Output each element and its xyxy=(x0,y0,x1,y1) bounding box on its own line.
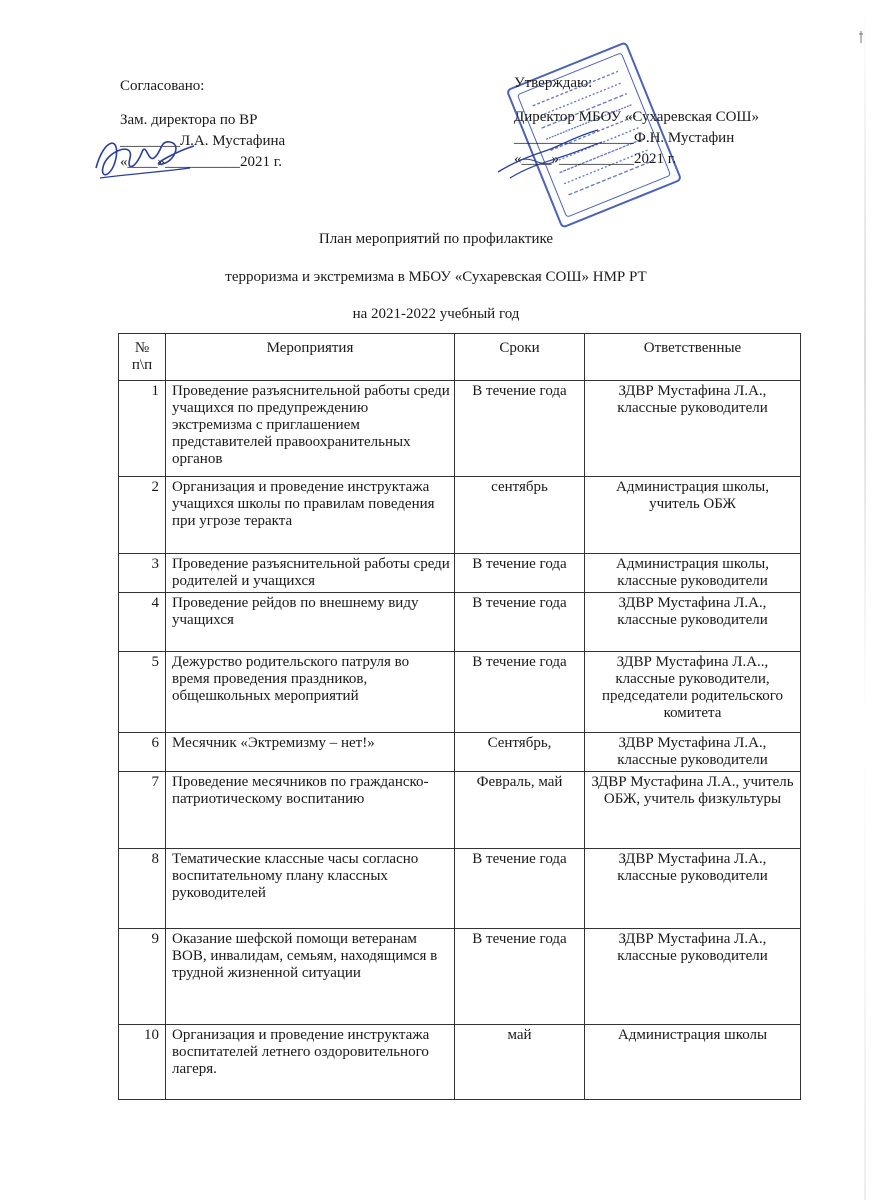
row-term: В течение года xyxy=(455,381,585,477)
table-row xyxy=(119,593,801,652)
row-event: Месячник «Эктремизму – нет!» xyxy=(166,733,455,772)
header-number: № п\п xyxy=(119,334,166,381)
row-number: 6 xyxy=(119,733,166,772)
row-responsible: ЗДВР Мустафина Л.А.., классные руководители, председатели родительского комитета xyxy=(585,652,801,733)
table-row xyxy=(119,652,801,733)
row-responsible: ЗДВР Мустафина Л.А., классные руководители xyxy=(585,593,801,652)
row-event: Организация и проведение инструктажа воспитателей летнего оздоровительного лагеря. xyxy=(166,1025,455,1100)
agreed-heading: Согласовано: xyxy=(120,78,205,94)
row-term: сентябрь xyxy=(455,477,585,554)
row-term: В течение года xyxy=(455,593,585,652)
scan-artifact-icon xyxy=(858,30,864,44)
scan-edge xyxy=(864,0,866,1200)
row-term: В течение года xyxy=(455,652,585,733)
row-number: 8 xyxy=(119,849,166,929)
header-responsible: Ответственные xyxy=(585,334,801,381)
row-number: 9 xyxy=(119,929,166,1025)
table-row xyxy=(119,1025,801,1100)
row-term: Февраль, май xyxy=(455,772,585,849)
row-responsible: Администрация школы xyxy=(585,1025,801,1100)
row-responsible: Администрация школы, учитель ОБЖ xyxy=(585,477,801,554)
approved-heading: Утверждаю: xyxy=(514,75,593,91)
row-number: 2 xyxy=(119,477,166,554)
row-term: В течение года xyxy=(455,929,585,1025)
row-number: 5 xyxy=(119,652,166,733)
row-event: Тематические классные часы согласно воспитательному плану классных руководителей xyxy=(166,849,455,929)
row-number: 3 xyxy=(119,554,166,593)
agreed-date-line: «____»__________2021 г. xyxy=(120,154,282,170)
row-event: Проведение разъяснительной работы среди учащихся по предупреждению экстремизма с приглашением представителей правоохранительных органов xyxy=(166,381,455,477)
table-row xyxy=(119,381,801,477)
header-events: Мероприятия xyxy=(166,334,455,381)
plan-title-line-3: на 2021-2022 учебный год xyxy=(352,306,520,322)
row-term: В течение года xyxy=(455,554,585,593)
header-term: Сроки xyxy=(455,334,585,381)
row-event: Оказание шефской помощи ветеранам ВОВ, инвалидам, семьям, находящимся в трудной жизненной ситуации xyxy=(166,929,455,1025)
table-row xyxy=(119,772,801,849)
row-number: 1 xyxy=(119,381,166,477)
row-responsible: ЗДВР Мустафина Л.А., классные руководители xyxy=(585,381,801,477)
row-responsible: Администрация школы, классные руководители xyxy=(585,554,801,593)
table-row xyxy=(119,733,801,772)
row-responsible: ЗДВР Мустафина Л.А., классные руководители xyxy=(585,733,801,772)
table-row xyxy=(119,477,801,554)
approved-position: Директор МБОУ «Сухаревская СОШ» xyxy=(514,109,760,125)
row-term: В течение года xyxy=(455,849,585,929)
row-term: Сентябрь, xyxy=(455,733,585,772)
approved-date-line: «____»__________2021 г. xyxy=(514,151,676,167)
table-header-row xyxy=(119,334,801,381)
signature-left-icon xyxy=(90,128,200,190)
table-row xyxy=(119,929,801,1025)
row-number: 7 xyxy=(119,772,166,849)
row-event: Проведение рейдов по внешнему виду учащихся xyxy=(166,593,455,652)
row-term: май xyxy=(455,1025,585,1100)
row-number: 10 xyxy=(119,1025,166,1100)
table-row xyxy=(119,849,801,929)
row-event: Проведение месячников по гражданско-патриотическому воспитанию xyxy=(166,772,455,849)
events-table xyxy=(118,333,801,1100)
row-event: Дежурство родительского патруля во время проведения праздников, общешкольных мероприятий xyxy=(166,652,455,733)
row-responsible: ЗДВР Мустафина Л.А., классные руководители xyxy=(585,849,801,929)
table-row xyxy=(119,554,801,593)
row-number: 4 xyxy=(119,593,166,652)
row-responsible: ЗДВР Мустафина Л.А., учитель ОБЖ, учитель физкультуры xyxy=(585,772,801,849)
agreed-name-line: ________Л.А. Мустафина xyxy=(120,133,286,149)
plan-title-line-2: терроризма и экстремизма в МБОУ «Сухаревская СОШ» НМР РТ xyxy=(225,269,647,285)
plan-title-line-1: План мероприятий по профилактике xyxy=(318,231,554,247)
row-event: Проведение разъяснительной работы среди родителей и учащихся xyxy=(166,554,455,593)
approved-name-line: ________________Ф.Н. Мустафин xyxy=(514,130,735,146)
signature-right-icon xyxy=(490,126,610,186)
agreed-position: Зам. директора по ВР xyxy=(120,112,258,128)
row-event: Организация и проведение инструктажа учащихся школы по правилам поведения при угрозе теракта xyxy=(166,477,455,554)
row-responsible: ЗДВР Мустафина Л.А., классные руководители xyxy=(585,929,801,1025)
